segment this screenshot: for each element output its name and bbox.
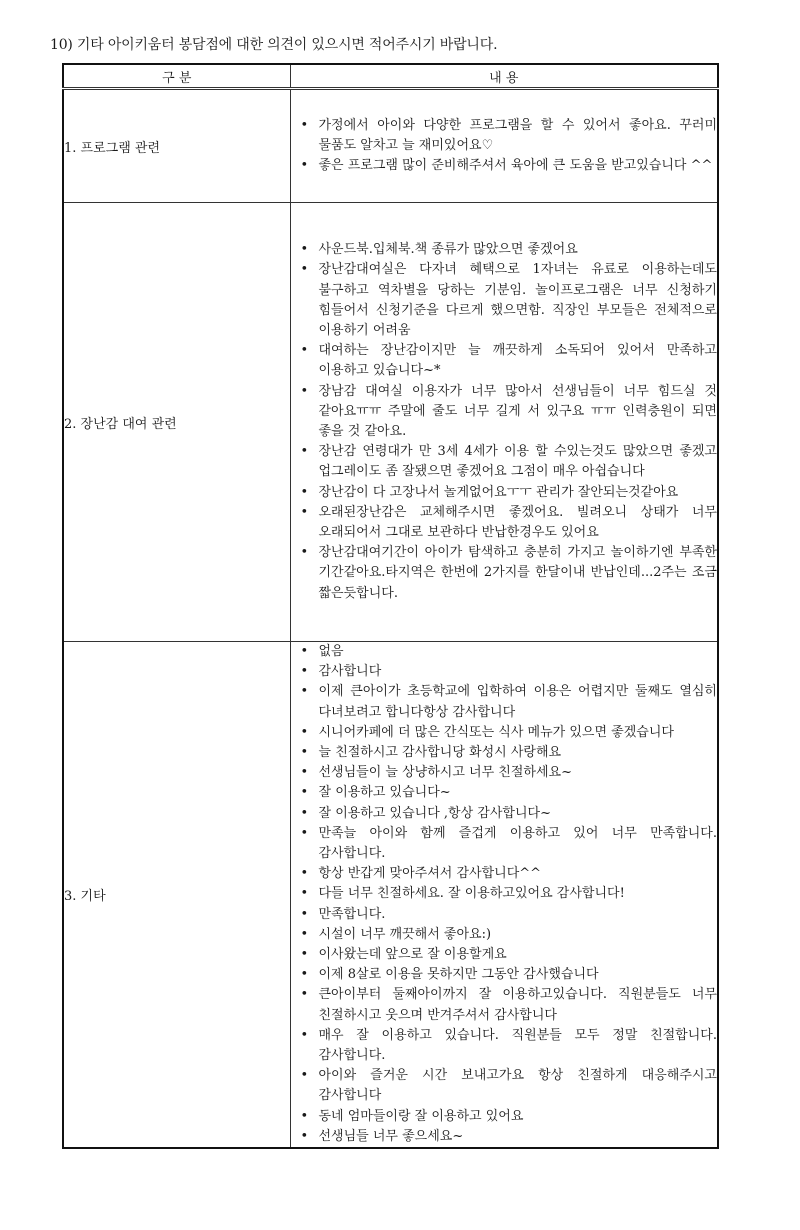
category-cell: 2. 장난감 대여 관련: [63, 203, 290, 642]
comment-item: • 다들 너무 친절하세요. 잘 이용하고있어요 감사합니다!: [319, 884, 718, 904]
header-category: 구 분: [63, 64, 290, 89]
comment-list: [291, 116, 718, 177]
comment-item: • 아이와 즐거운 시간 보내고가요 항상 친절하게 대응해주시고 감사합니다: [319, 1066, 718, 1106]
table-row-toy-rental: [63, 203, 718, 642]
comment-item: • 사운드북.입체북.책 종류가 많았으면 좋겠어요: [319, 240, 718, 260]
comment-item: • 이제 큰아이가 초등학교에 입학하여 이용은 어렵지만 둘째도 열심히 다녀보려고 합니다항상 감사합니다: [319, 682, 718, 722]
comment-item: • 항상 반갑게 맞아주셔서 감사합니다^^: [319, 864, 718, 884]
comment-item: • 만족늘 아이와 함께 즐겁게 이용하고 있어 너무 만족합니다. 감사합니다.: [319, 824, 718, 864]
comment-item: • 선생님들이 늘 상냥하시고 너무 친절하세요~: [319, 763, 718, 783]
comment-item: • 장난감이 다 고장나서 놀게없어요ㅜㅜ 관리가 잘안되는것같아요: [319, 483, 718, 503]
comment-item: • 가정에서 아이와 다양한 프로그램을 할 수 있어서 좋아요. 꾸러미 물품도 알차고 늘 재미있어요♡: [319, 116, 718, 156]
comment-item: • 늘 친절하시고 감사합니당 화성시 사랑해요: [319, 743, 718, 763]
comment-item: • 좋은 프로그램 많이 준비해주셔서 육아에 큰 도움을 받고있습니다 ^^: [319, 156, 718, 176]
comment-item: • 감사합니다: [319, 662, 718, 682]
comment-item: • 시설이 너무 깨끗해서 좋아요:): [319, 925, 718, 945]
comment-item: • 큰아이부터 둘째아이까지 잘 이용하고있습니다. 직원분들도 너무 친절하시고 웃으며 반겨주셔서 감사합니다: [319, 985, 718, 1025]
content-cell: [290, 203, 718, 642]
content-cell: [290, 89, 718, 203]
comment-item: • 잘 이용하고 있습니다~: [319, 783, 718, 803]
comment-item: • 없음: [319, 642, 718, 662]
comment-list: [291, 642, 718, 1147]
comment-item: • 동네 엄마들이랑 잘 이용하고 있어요: [319, 1107, 718, 1127]
content-cell: [290, 642, 718, 1149]
comment-list: [291, 240, 718, 604]
comment-item: • 오래된장난감은 교체해주시면 좋겠어요. 빌려오니 상태가 너무 오래되어서 그대로 보관하다 반납한경우도 있어요: [319, 503, 718, 543]
comment-item: • 이제 8살로 이용을 못하지만 그동안 감사했습니다: [319, 965, 718, 985]
feedback-table: [62, 63, 719, 1149]
comment-item: • 잘 이용하고 있습니다 ,항상 감사합니다~: [319, 804, 718, 824]
comment-item: • 만족합니다.: [319, 905, 718, 925]
comment-item: • 선생님들 너무 좋으세요~: [319, 1127, 718, 1147]
comment-item: • 장난감대여실은 다자녀 혜택으로 1자녀는 유료로 이용하는데도 불구하고 역차별을 당하는 기분임. 놀이프로그램은 너무 신청하기 힘들어서 신청기준을 다르게 했으면함. 직장인 부모들은 전체적으로 이용하기 어려움: [319, 260, 718, 341]
category-cell: 1. 프로그램 관련: [63, 89, 290, 203]
comment-item: • 대여하는 장난감이지만 늘 깨끗하게 소독되어 있어서 만족하고 이용하고 있습니다~*: [319, 341, 718, 381]
comment-item: • 매우 잘 이용하고 있습니다. 직원분들 모두 정말 친절합니다. 감사합니다.: [319, 1026, 718, 1066]
table-row-etc: [63, 642, 718, 1149]
table-row-program: [63, 89, 718, 203]
category-cell: 3. 기타: [63, 642, 290, 1149]
comment-item: • 장난감 연령대가 만 3세 4세가 이용 할 수있는것도 많았으면 좋겠고 업그레이도 좀 잘됐으면 좋겠어요 그점이 매우 아쉽습니다: [319, 442, 718, 482]
header-content: 내 용: [290, 64, 718, 89]
comment-item: • 장남감 대여실 이용자가 너무 많아서 선생님들이 너무 힘드실 것 같아요ㅠㅠ 주말에 줄도 너무 길게 서 있구요 ㅠㅠ 인력충원이 되면 좋을 것 같아요.: [319, 382, 718, 443]
question-title: 10) 기타 아이키움터 봉담점에 대한 의견이 있으시면 적어주시기 바랍니다.: [50, 37, 498, 53]
table-header-row: [63, 64, 718, 89]
comment-item: • 이사왔는데 앞으로 잘 이용할게요: [319, 945, 718, 965]
comment-item: • 장난감대여기간이 아이가 탐색하고 충분히 가지고 놀이하기엔 부족한 기간같아요.타지역은 한번에 2가지를 한달이내 반납인데...2주는 조금 짧은듯합니다.: [319, 543, 718, 604]
comment-item: • 시니어카페에 더 많은 간식또는 식사 메뉴가 있으면 좋겠습니다: [319, 723, 718, 743]
